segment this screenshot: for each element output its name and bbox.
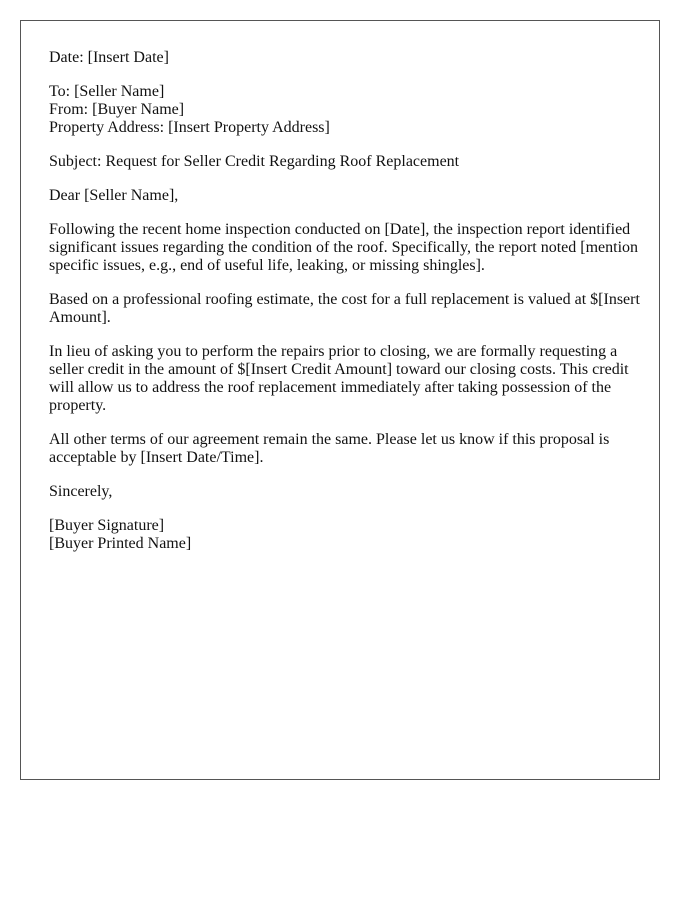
paragraph-inspection: Following the recent home inspection conducted on [Date], the inspection report identified significant issues regarding the condition of the roof. Specifically, the report noted [mention specific issues, e.g., end of useful life, leaking, or missing shingles]. bbox=[49, 221, 639, 274]
closing: Sincerely, bbox=[49, 483, 113, 500]
from-line: From: [Buyer Name] bbox=[49, 101, 185, 118]
paragraph-credit-request: In lieu of asking you to perform the repairs prior to closing, we are formally requesting a seller credit in the amount of $[Insert Credit Amount] toward our closing costs. This credit will allow us to address the roof replacement immediately after taking possession of the property. bbox=[49, 343, 629, 414]
address-block bbox=[49, 83, 643, 137]
printed-name: [Buyer Printed Name] bbox=[49, 535, 192, 552]
property-line: Property Address: [Insert Property Address] bbox=[49, 119, 330, 136]
date-line: Date: [Insert Date] bbox=[49, 49, 169, 66]
signature-block bbox=[49, 517, 643, 553]
subject-line: Subject: Request for Seller Credit Regarding Roof Replacement bbox=[49, 153, 460, 170]
letter-body bbox=[49, 49, 643, 569]
signature: [Buyer Signature] bbox=[49, 517, 165, 534]
paragraph-terms: All other terms of our agreement remain the same. Please let us know if this proposal is acceptable by [Insert Date/Time]. bbox=[49, 431, 610, 466]
to-line: To: [Seller Name] bbox=[49, 83, 165, 100]
paragraph-estimate: Based on a professional roofing estimate, the cost for a full replacement is valued at $[Insert Amount]. bbox=[49, 291, 640, 326]
letter-page bbox=[20, 20, 660, 780]
salutation: Dear [Seller Name], bbox=[49, 187, 179, 204]
